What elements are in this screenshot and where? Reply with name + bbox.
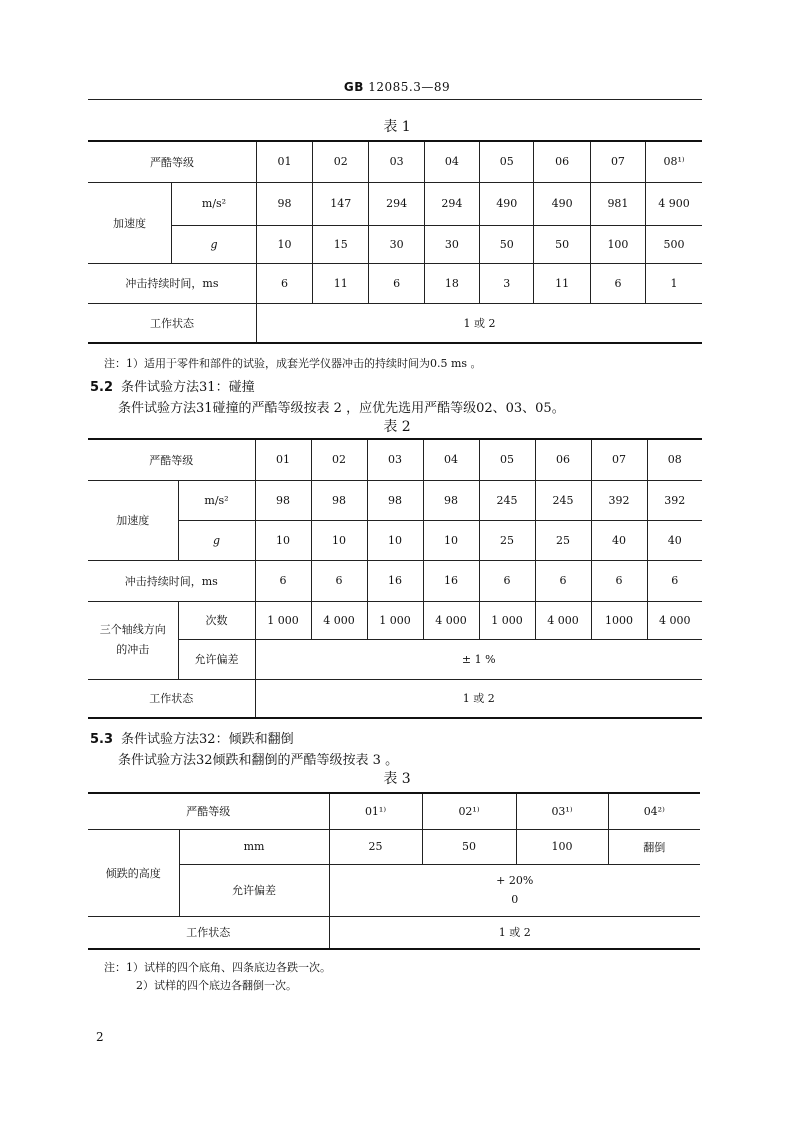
t1-grade: 04: [424, 141, 479, 182]
t2-grade: 08: [647, 439, 702, 480]
standard-number: 12085.3—89: [368, 80, 451, 94]
t1-cell: 147: [313, 182, 369, 225]
table1-note: 注：1）适用于零件和部件的试验，成套光学仪器冲击的持续时间为0.5 ms 。: [104, 357, 482, 370]
page-header: [0, 80, 794, 94]
section-5-2-paragraph: 条件试验方法31碰撞的严酷等级按表 2 ，应优先选用严酷等级02、03、05。: [118, 401, 565, 416]
t3-cell: 100: [516, 829, 608, 864]
t2-cell: 6: [255, 560, 311, 601]
t2-cell: 245: [479, 480, 535, 520]
t1-cell: 6: [256, 263, 312, 303]
section-title: 条件试验方法31：碰撞: [121, 380, 255, 395]
t2-accel-label: 加速度: [88, 480, 178, 560]
t3-grade: 01¹⁾: [329, 793, 422, 829]
t2-tol-value: ± 1 %: [255, 639, 702, 679]
t1-cell: 1: [646, 263, 702, 303]
t3-grade: 02¹⁾: [422, 793, 516, 829]
t1-cell: 100: [590, 225, 645, 263]
t1-cell: 500: [646, 225, 702, 263]
section-5-3-paragraph: 条件试验方法32倾跌和翻倒的严酷等级按表 3 。: [118, 753, 399, 768]
table1: [88, 140, 702, 344]
page-number: 2: [96, 1030, 104, 1044]
t1-cell: 15: [313, 225, 369, 263]
t2-grade: 03: [367, 439, 423, 480]
t2-cell: 4 000: [535, 601, 591, 639]
t2-severity-label: 严酷等级: [88, 439, 255, 480]
t1-cell: 98: [256, 182, 312, 225]
t2-cell: 4 000: [423, 601, 479, 639]
table3-caption: 表 3: [383, 771, 411, 787]
t1-duration-label: 冲击持续时间，ms: [88, 263, 256, 303]
t2-cell: 16: [423, 560, 479, 601]
t2-tol-label: 允许偏差: [178, 639, 255, 679]
t2-grade: 06: [535, 439, 591, 480]
t2-cell: 1000: [591, 601, 647, 639]
t1-state-value: 1 或 2: [256, 303, 702, 343]
t3-state-value: 1 或 2: [329, 916, 700, 949]
t2-cell: 40: [591, 520, 647, 560]
t2-unit-ms2: m/s²: [178, 480, 255, 520]
table3-note-1: 注：1）试样的四个底角、四条底边各跌一次。: [104, 961, 331, 974]
t2-cell: 10: [423, 520, 479, 560]
t2-cell: 1 000: [255, 601, 311, 639]
section-5-2-heading: [90, 376, 255, 395]
t3-state-label: 工作状态: [88, 916, 329, 949]
t2-grade: 01: [255, 439, 311, 480]
t3-severity-label: 严酷等级: [88, 793, 329, 829]
t1-grade: 05: [480, 141, 534, 182]
section-number: 5.3: [90, 732, 114, 747]
t1-cell: 294: [424, 182, 479, 225]
t1-cell: 6: [369, 263, 424, 303]
t1-cell: 3: [480, 263, 534, 303]
t2-cell: 392: [647, 480, 702, 520]
t1-cell: 4 900: [646, 182, 702, 225]
section-number: 5.2: [90, 380, 114, 395]
t1-cell: 18: [424, 263, 479, 303]
header-rule: [88, 99, 702, 100]
t1-unit-ms2: m/s²: [172, 182, 257, 225]
t3-grade: 04²⁾: [608, 793, 700, 829]
t2-cell: 4 000: [647, 601, 702, 639]
t3-tol-upper: + 20%: [496, 874, 534, 887]
t1-state-label: 工作状态: [88, 303, 256, 343]
t2-cell: 6: [479, 560, 535, 601]
table2-caption: 表 2: [383, 419, 411, 435]
section-title: 条件试验方法32：倾跌和翻倒: [121, 732, 294, 747]
t1-severity-label: 严酷等级: [88, 141, 256, 182]
t2-cell: 98: [311, 480, 367, 520]
t2-cell: 4 000: [311, 601, 367, 639]
t2-cell: 392: [591, 480, 647, 520]
t2-cell: 6: [535, 560, 591, 601]
t1-grade: 01: [256, 141, 312, 182]
standard-code: GB: [343, 80, 364, 94]
t3-tol-lower: 0: [511, 893, 519, 906]
t1-accel-label: 加速度: [88, 182, 172, 263]
t1-cell: 294: [369, 182, 424, 225]
t2-grade: 05: [479, 439, 535, 480]
t2-cell: 245: [535, 480, 591, 520]
t3-height-label: 倾跌的高度: [88, 829, 179, 916]
t1-grade: 02: [313, 141, 369, 182]
t1-cell: 490: [534, 182, 590, 225]
t1-grade: 07: [590, 141, 645, 182]
t1-cell: 50: [480, 225, 534, 263]
t2-state-label: 工作状态: [88, 679, 255, 718]
t2-grade: 02: [311, 439, 367, 480]
t2-grade: 04: [423, 439, 479, 480]
t1-cell: 981: [590, 182, 645, 225]
t2-cell: 25: [479, 520, 535, 560]
t1-cell: 50: [534, 225, 590, 263]
table3-note-2: 2）试样的四个底边各翻倒一次。: [136, 979, 297, 992]
t2-cell: 1 000: [367, 601, 423, 639]
t1-grade: 08¹⁾: [646, 141, 702, 182]
t1-cell: 10: [256, 225, 312, 263]
t3-tol-cell: [329, 864, 700, 916]
t2-state-value: 1 或 2: [255, 679, 702, 718]
t2-cell: 10: [255, 520, 311, 560]
t2-cell: 16: [367, 560, 423, 601]
t2-cell: 98: [367, 480, 423, 520]
t1-cell: 490: [480, 182, 534, 225]
t3-cell: 25: [329, 829, 422, 864]
table3: [88, 792, 700, 950]
t1-cell: 11: [313, 263, 369, 303]
t2-cell: 10: [311, 520, 367, 560]
t1-cell: 6: [590, 263, 645, 303]
t2-cell: 10: [367, 520, 423, 560]
t1-cell: 30: [424, 225, 479, 263]
t2-duration-label: 冲击持续时间，ms: [88, 560, 255, 601]
t1-unit-g: g: [172, 225, 257, 263]
t2-cell: 98: [423, 480, 479, 520]
t1-grade: 06: [534, 141, 590, 182]
section-5-3-heading: [90, 728, 294, 747]
t2-count-label: 次数: [178, 601, 255, 639]
t3-grade: 03¹⁾: [516, 793, 608, 829]
table1-caption: 表 1: [383, 119, 411, 135]
t2-cell: 98: [255, 480, 311, 520]
t2-cell: 40: [647, 520, 702, 560]
t1-cell: 11: [534, 263, 590, 303]
t2-cell: 6: [311, 560, 367, 601]
t2-cell: 6: [647, 560, 702, 601]
table2: [88, 438, 702, 719]
t2-cell: 25: [535, 520, 591, 560]
t2-cell: 6: [591, 560, 647, 601]
t1-grade: 03: [369, 141, 424, 182]
t2-impact-label: 三个轴线方向的冲击: [88, 601, 178, 679]
t3-cell: 翻倒: [608, 829, 700, 864]
t2-grade: 07: [591, 439, 647, 480]
t2-cell: 1 000: [479, 601, 535, 639]
t1-cell: 30: [369, 225, 424, 263]
t3-tol-label: 允许偏差: [179, 864, 329, 916]
t3-cell: 50: [422, 829, 516, 864]
t3-unit-mm: mm: [179, 829, 329, 864]
t2-unit-g: g: [178, 520, 255, 560]
